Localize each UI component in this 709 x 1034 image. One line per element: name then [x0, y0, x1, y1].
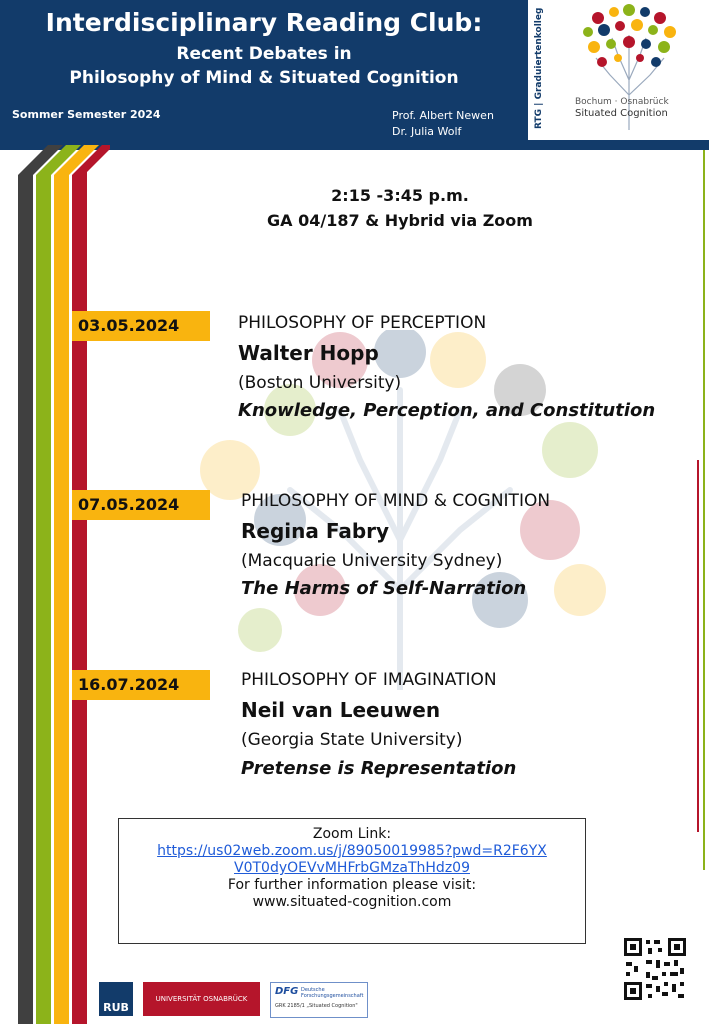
dfg-grk-label: GRK 2185/1 „Situated Cognition" — [275, 1003, 358, 1009]
session-location: GA 04/187 & Hybrid via Zoom — [267, 211, 533, 230]
rtg-vertical-label: RTG | Graduiertenkolleg — [534, 7, 544, 129]
event-category-1: PHILOSOPHY OF PERCEPTION — [238, 313, 487, 333]
rtg-logo — [528, 0, 709, 140]
event-date-2: 07.05.2024 — [72, 490, 210, 520]
event-speaker-3: Neil van Leeuwen — [241, 698, 441, 722]
event-affiliation-1: (Boston University) — [238, 373, 402, 393]
tree-logo-icon — [528, 0, 709, 140]
website-text: www.situated-cognition.com — [252, 894, 452, 910]
dfg-subtitle-2: Forschungsgemeinschaft — [301, 993, 364, 999]
dfg-logo — [270, 982, 368, 1018]
event-affiliation-2: (Macquarie University Sydney) — [241, 551, 503, 571]
session-time: 2:15 -3:45 p.m. — [331, 186, 469, 205]
info-text: For further information please visit: — [227, 877, 477, 893]
event-date-3: 16.07.2024 — [72, 670, 210, 700]
event-talk-3: Pretense is Representation — [241, 758, 517, 779]
zoom-label: Zoom Link: — [312, 826, 392, 842]
right-red-line — [697, 460, 699, 832]
subtitle-line1: Recent Debates in — [176, 44, 352, 64]
dfg-subtitle — [301, 987, 363, 999]
event-date-1: 03.05.2024 — [72, 311, 210, 341]
subtitle-line2: Philosophy of Mind & Situated Cognition — [69, 68, 459, 88]
logo-name: Situated Cognition — [575, 108, 668, 119]
dfg-mark: DFG — [275, 986, 299, 997]
zoom-link-line1[interactable]: https://us02web.zoom.us/j/89050019985?pwd=R2F6YX — [157, 843, 547, 859]
event-speaker-2: Regina Fabry — [241, 519, 390, 543]
event-affiliation-3: (Georgia State University) — [241, 730, 463, 750]
uos-logo: UNIVERSITÄT OSNABRÜCK — [143, 982, 260, 1016]
event-category-3: PHILOSOPHY OF IMAGINATION — [241, 670, 497, 690]
organizers — [392, 108, 494, 140]
zoom-link-line2[interactable]: V0T0dyOEVvMHFrbGMzaThHdz09 — [234, 860, 470, 876]
main-title: Interdisciplinary Reading Club: — [45, 8, 483, 37]
zoom-info-box — [118, 818, 586, 944]
right-green-line — [703, 150, 705, 870]
dfg-subtitle-1: Deutsche — [301, 987, 325, 993]
rub-logo: RUB — [99, 982, 133, 1016]
event-talk-2: The Harms of Self-Narration — [241, 578, 527, 599]
qr-code-icon — [624, 938, 686, 1000]
event-talk-1: Knowledge, Perception, and Constitution — [238, 400, 656, 421]
event-category-2: PHILOSOPHY OF MIND & COGNITION — [241, 491, 551, 511]
semester-label: Sommer Semester 2024 — [12, 108, 161, 121]
event-speaker-1: Walter Hopp — [238, 341, 379, 365]
organizer-2: Dr. Julia Wolf — [392, 125, 462, 138]
organizer-1: Prof. Albert Newen — [392, 109, 494, 122]
decorative-stripes — [0, 145, 110, 1024]
logo-cities: Bochum · Osnabrück — [575, 97, 669, 107]
